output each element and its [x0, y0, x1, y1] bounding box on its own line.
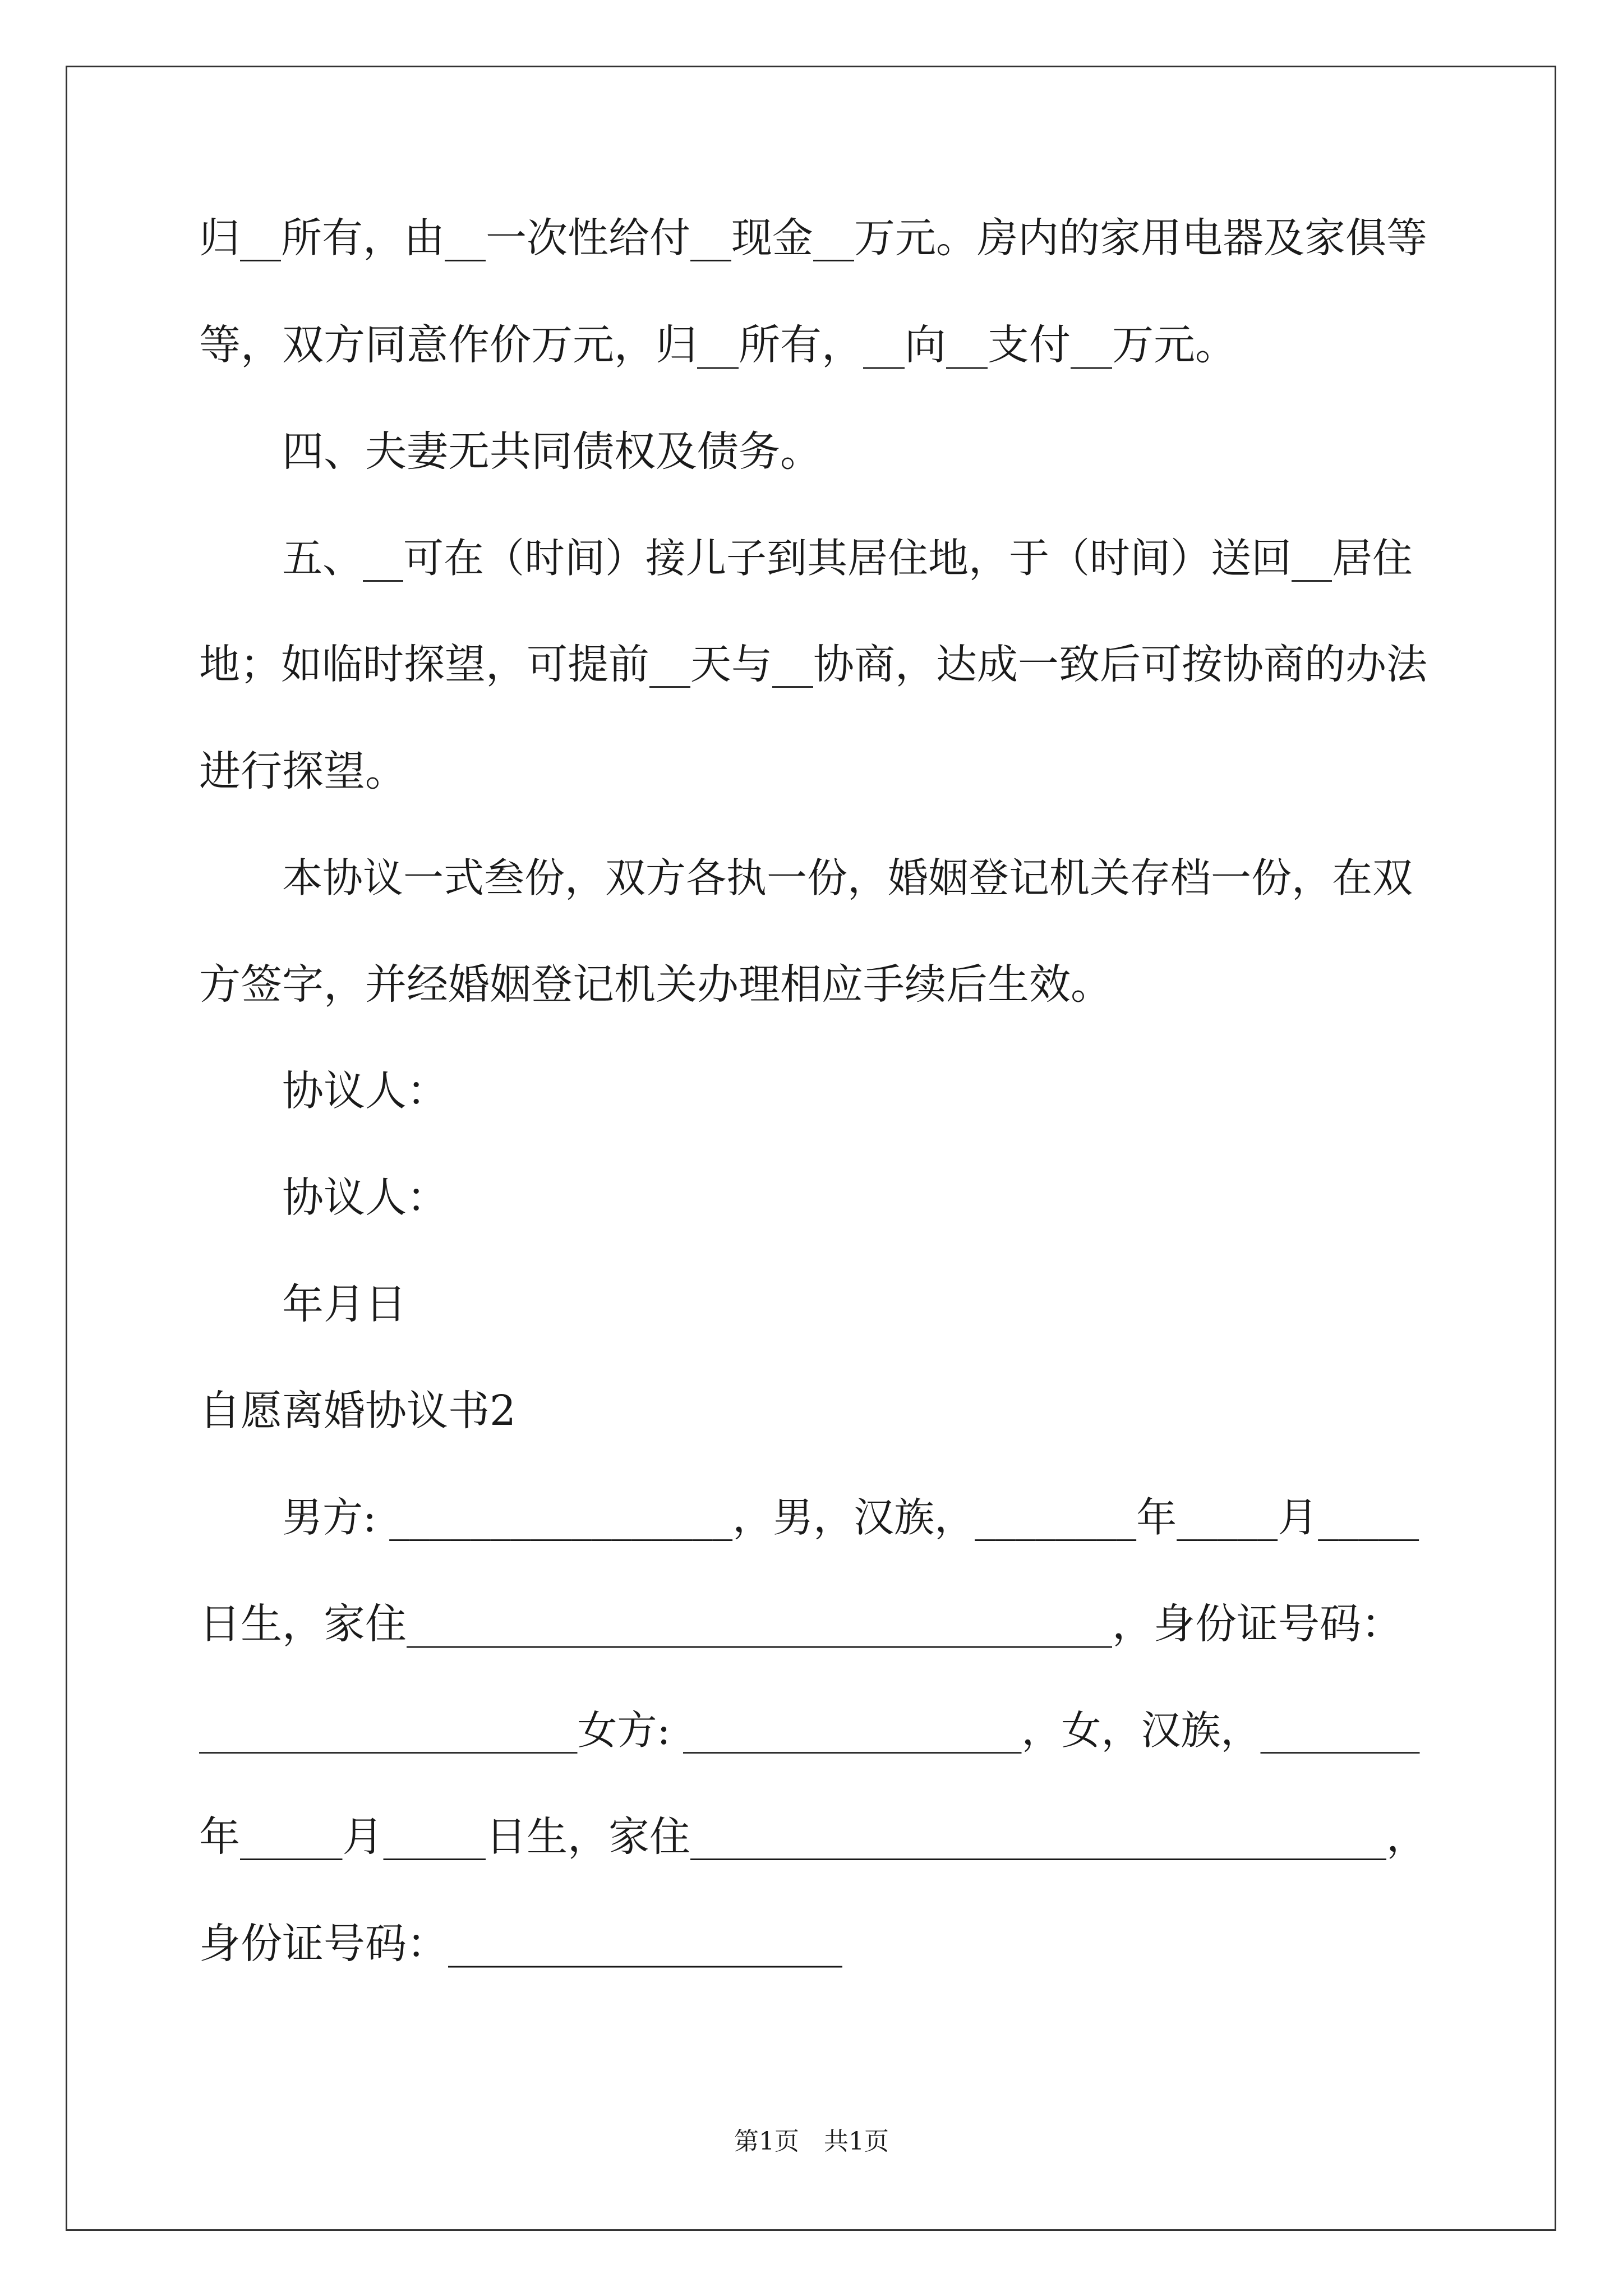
date-label: 年月日	[282, 1280, 407, 1328]
page-number-footer: 第1页 共1页	[734, 2127, 889, 2156]
clause-five: 五、__可在（时间）接儿子到其居住地，于（时间）送回__居住	[282, 535, 1413, 582]
paragraph-line: 进行探望。	[199, 747, 407, 795]
paragraph-line: 等，双方同意作价万元，归__所有，__向__支付__万元。	[199, 321, 1237, 369]
clause-four: 四、夫妻无共同债权及债务。	[282, 427, 822, 476]
male-party-line: 男方: _________________，男，汉族，________年_____月_____	[282, 1494, 1419, 1541]
paragraph-line: 方签字，并经婚姻登记机关办理相应手续后生效。	[199, 960, 1112, 1009]
document-body	[199, 208, 1427, 2019]
agreement-copies-paragraph: 本协议一式叁份，双方各执一份，婚姻登记机关存档一份，在双	[282, 854, 1413, 901]
section-title: 自愿离婚协议书2	[199, 1387, 517, 1435]
paragraph-line: 日生，家住__________________________________，身份证号码：	[199, 1600, 1403, 1648]
id-number-line: 身份证号码：___________________	[199, 1920, 842, 1968]
paragraph-line: 地；如临时探望，可提前__天与__协商，达成一致后可按协商的办法	[199, 641, 1427, 688]
paragraph-line: 年_____月_____日生，家住__________________________________，	[199, 1813, 1427, 1861]
signatory-label: 协议人：	[282, 1067, 448, 1115]
female-party-line: ___________________女方: _________________，女，汉族，________	[199, 1707, 1420, 1754]
paragraph-line: 归 _ _ 所 有 ， 由 _ _ 一 次 性 给 付 _ _ 现 金 _ _ 万 元 。 房 内 的 家 用 电 器 及 家 俱 等	[199, 214, 1427, 262]
signatory-label: 协议人：	[282, 1174, 448, 1222]
